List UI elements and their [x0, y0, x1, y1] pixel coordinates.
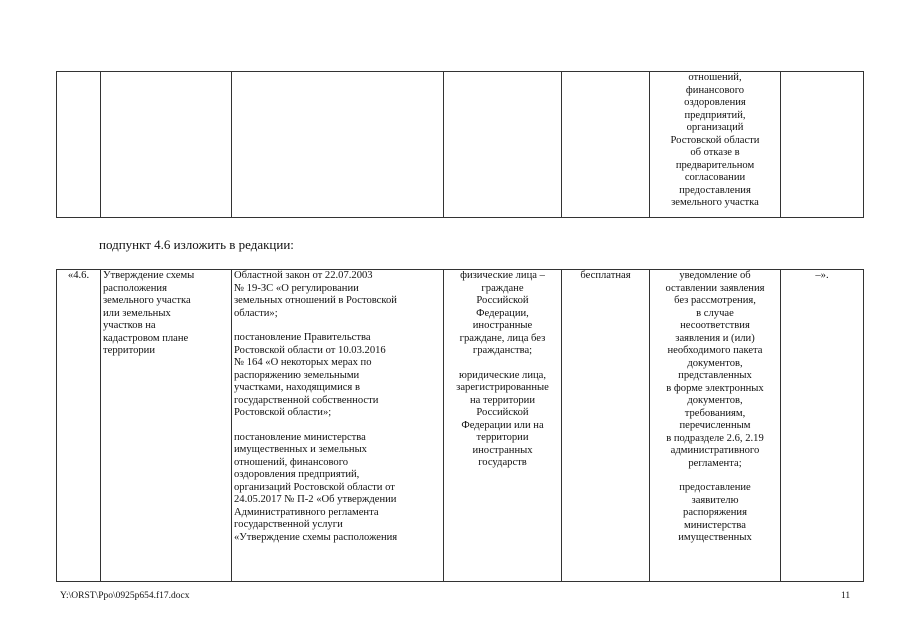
paragraph-gap — [446, 358, 559, 370]
table-cell — [781, 72, 864, 218]
paragraph-gap — [652, 470, 778, 482]
closing-mark-cell: –». — [781, 270, 864, 582]
continuation-table — [56, 71, 864, 218]
table-cell — [101, 72, 232, 218]
table-cell — [57, 72, 101, 218]
item-number: «4.6. — [57, 270, 101, 582]
paragraph-gap — [234, 420, 441, 432]
applicants-cell: физические лица – граждане Российской Федерации, иностранные граждане, лица без гражданства; юридические лица, зарегистрированные на территории Российской Федерации или на территории иностранных государств — [444, 270, 562, 582]
result-cell: уведомление об оставлении заявления без рассмотрения, в случае несоответствия заявления и (или) необходимого пакета документов, представленных в форме электронных документов, требованиям, перечисленным в подразделе 2.6, 2.19 административного регламента; предоставление заявителю распоряжения министерства имущественных — [650, 270, 781, 582]
document-path: Y:\ORST\Ppo\0925p654.f17.docx — [60, 591, 190, 601]
amendment-instruction: подпункт 4.6 изложить в редакции: — [99, 237, 294, 252]
result-cell: отношений, финансового оздоровления предприятий, организаций Ростовской области об отказе в предварительном согласовании предоставления земельного участка — [650, 72, 781, 218]
table-row — [57, 72, 864, 218]
table-cell — [232, 72, 444, 218]
table-cell — [444, 72, 562, 218]
fee-cell: бесплатная — [562, 270, 650, 582]
legal-basis-cell: Областной закон от 22.07.2003 № 19-ЗС «О регулировании земельных отношений в Ростовской области»; постановление Правительства Ростовской области от 10.03.2016 № 164 «О некоторых мерах по распоряжению земельными участками, находящимися в государственной собственности Ростовской области»; постановление министерства имущественных и земельных отношений, финансового оздоровления предприятий, организаций Ростовской области от 24.05.2017 № П-2 «Об утверждении Административного регламента государственной услуги «Утверждение схемы расположения — [232, 270, 444, 582]
table-cell — [562, 72, 650, 218]
service-table — [56, 269, 864, 582]
table-row — [57, 270, 864, 582]
service-name-cell: Утверждение схемы расположения земельного участка или земельных участков на кадастровом плане территории — [101, 270, 232, 582]
paragraph-gap — [234, 320, 441, 332]
page-number: 11 — [841, 591, 851, 601]
